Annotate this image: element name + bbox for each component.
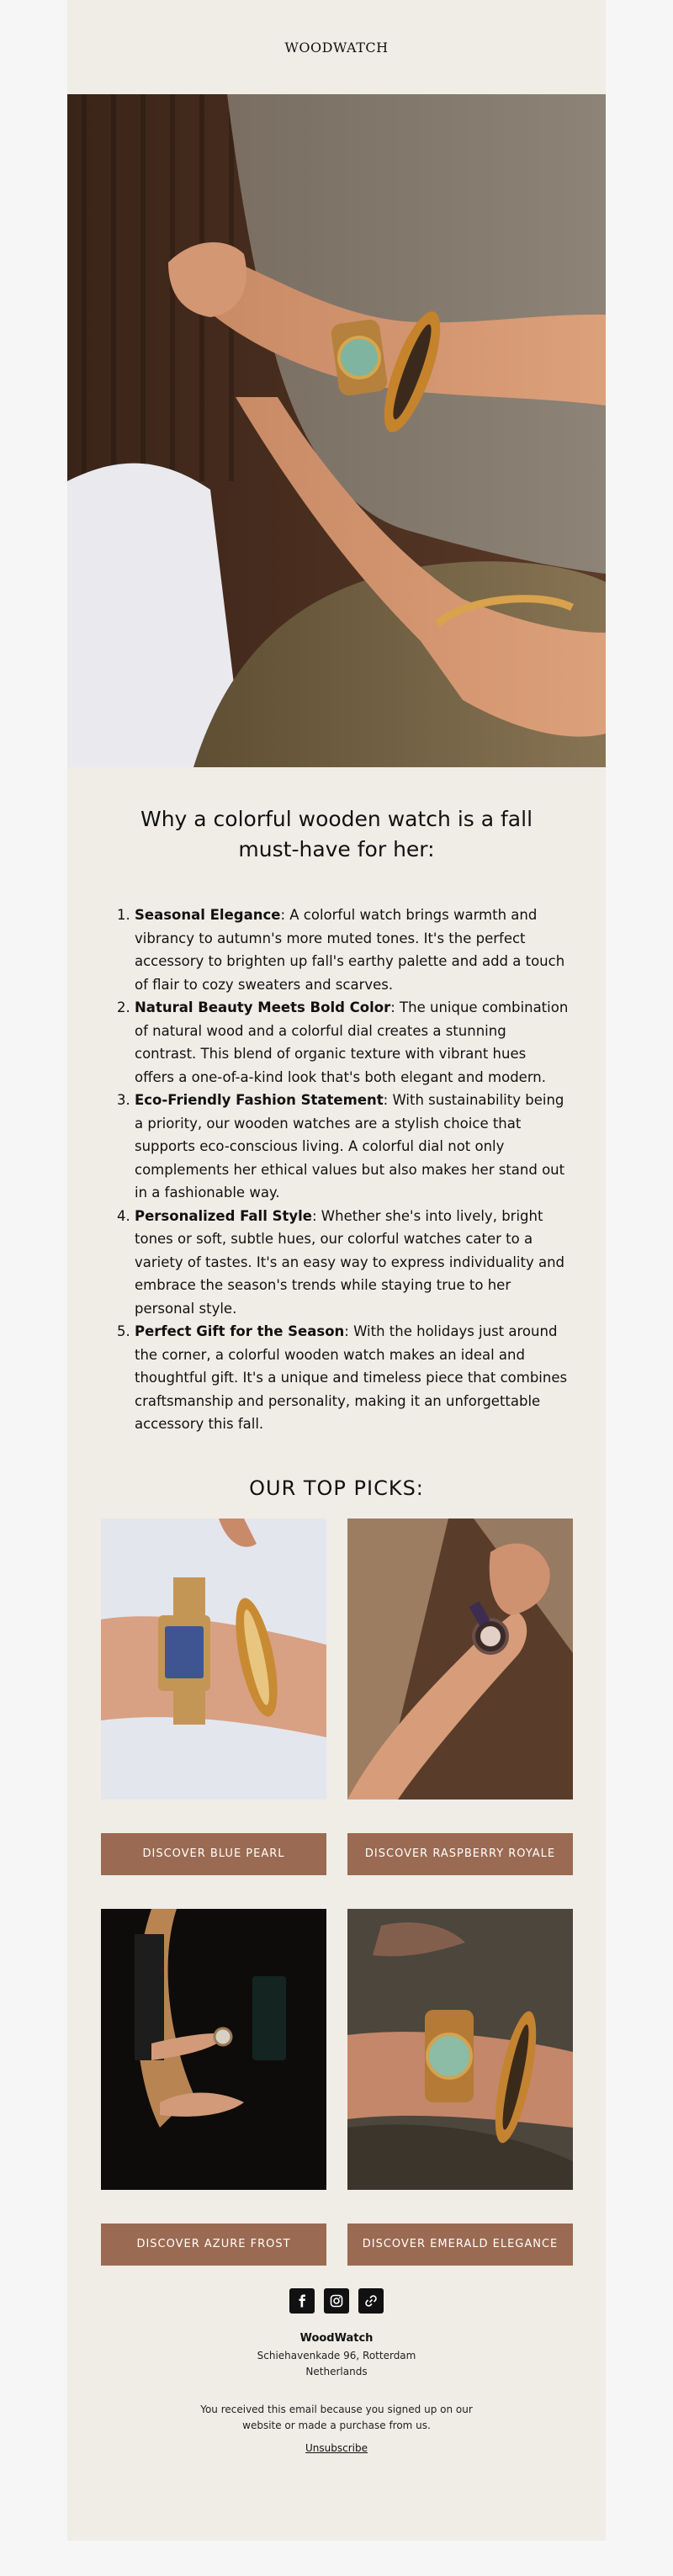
product-image-azure-frost[interactable] bbox=[101, 1909, 326, 2190]
address-line-2: Netherlands bbox=[305, 2366, 368, 2377]
subscription-note: You received this email because you signed up on our website or made a purchase from us. bbox=[200, 2404, 473, 2431]
emerald-elegance-photo bbox=[347, 1909, 573, 2190]
product-image-raspberry-royale[interactable] bbox=[347, 1519, 573, 1799]
list-item-title: Eco-Friendly Fashion Statement bbox=[135, 1092, 384, 1108]
hero-photo bbox=[67, 94, 606, 767]
list-item bbox=[135, 1089, 569, 1205]
link-icon[interactable] bbox=[358, 2288, 384, 2314]
brand-logo[interactable]: WOODWATCH bbox=[284, 39, 389, 56]
product-image-emerald-elegance[interactable] bbox=[347, 1909, 573, 2190]
list-item-text: : The unique combination of natural wood and a colorful dial creates a stunning contrast. This blend of organic texture with vibrant hues offers a one-of-a-kind look that's both elegant and modern. bbox=[135, 999, 569, 1085]
list-item-text: : With sustainability being a priority, our wooden watches are a stylish choice that supports eco-conscious living. A colorful dial not only complements her ethical values but also makes her stand out in a fashionable way. bbox=[135, 1092, 565, 1201]
company-address bbox=[67, 2348, 606, 2380]
discover-raspberry-royale-button[interactable]: DISCOVER RASPBERRY ROYALE bbox=[347, 1833, 573, 1875]
discover-blue-pearl-button[interactable]: DISCOVER BLUE PEARL bbox=[101, 1833, 326, 1875]
unsubscribe-link[interactable]: Unsubscribe bbox=[305, 2442, 368, 2454]
email-body bbox=[67, 0, 606, 2541]
discover-azure-frost-button[interactable]: DISCOVER AZURE FROST bbox=[101, 2224, 326, 2266]
list-item bbox=[135, 904, 569, 996]
azure-frost-photo bbox=[101, 1909, 326, 2190]
list-item bbox=[135, 1320, 569, 1436]
blue-pearl-photo bbox=[101, 1519, 326, 1799]
pick-emerald-elegance bbox=[347, 1909, 573, 2266]
article-headline: Why a colorful wooden watch is a fall must-have for her: bbox=[140, 807, 533, 861]
instagram-icon[interactable] bbox=[324, 2288, 349, 2314]
list-item-text: : A colorful watch brings warmth and vibrancy to autumn's more muted tones. It's the perfect accessory to brighten up fall's earthy palette and add a touch of flair to cozy sweaters and scarves. bbox=[135, 907, 565, 993]
list-item-title: Natural Beauty Meets Bold Color bbox=[135, 999, 391, 1015]
pick-azure-frost bbox=[101, 1909, 326, 2266]
social-links bbox=[67, 2288, 606, 2314]
pick-raspberry-royale bbox=[347, 1519, 573, 1875]
list-item-text: : With the holidays just around the corner, a colorful wooden watch makes an ideal and thoughtful gift. It's a unique and timeless piece that combines craftsmanship and personality, making it an unforgettable accessory this fall. bbox=[135, 1323, 568, 1432]
list-item-title: Seasonal Elegance bbox=[135, 907, 281, 923]
email-footer bbox=[67, 2288, 606, 2455]
raspberry-royale-photo bbox=[347, 1519, 573, 1799]
list-item-title: Perfect Gift for the Season bbox=[135, 1323, 345, 1339]
hero-image[interactable] bbox=[67, 94, 606, 767]
reasons-list bbox=[67, 904, 569, 1436]
list-item-title: Personalized Fall Style bbox=[135, 1207, 312, 1224]
address-line-1: Schiehavenkade 96, Rotterdam bbox=[257, 2350, 416, 2361]
top-picks-title: OUR TOP PICKS: bbox=[249, 1476, 424, 1500]
pick-blue-pearl bbox=[101, 1519, 326, 1875]
discover-emerald-elegance-button[interactable]: DISCOVER EMERALD ELEGANCE bbox=[347, 2224, 573, 2266]
list-item bbox=[135, 1205, 569, 1321]
list-item bbox=[135, 996, 569, 1089]
company-name: WoodWatch bbox=[299, 2332, 374, 2345]
list-item-text: : Whether she's into lively, bright tones or soft, subtle hues, our colorful watches cater to a variety of tastes. It's an easy way to express individuality and embrace the season's trends while staying true to her personal style. bbox=[135, 1207, 565, 1317]
top-picks-grid bbox=[67, 1519, 606, 2276]
facebook-icon[interactable] bbox=[289, 2288, 315, 2314]
product-image-blue-pearl[interactable] bbox=[101, 1519, 326, 1799]
email-header bbox=[67, 0, 606, 94]
